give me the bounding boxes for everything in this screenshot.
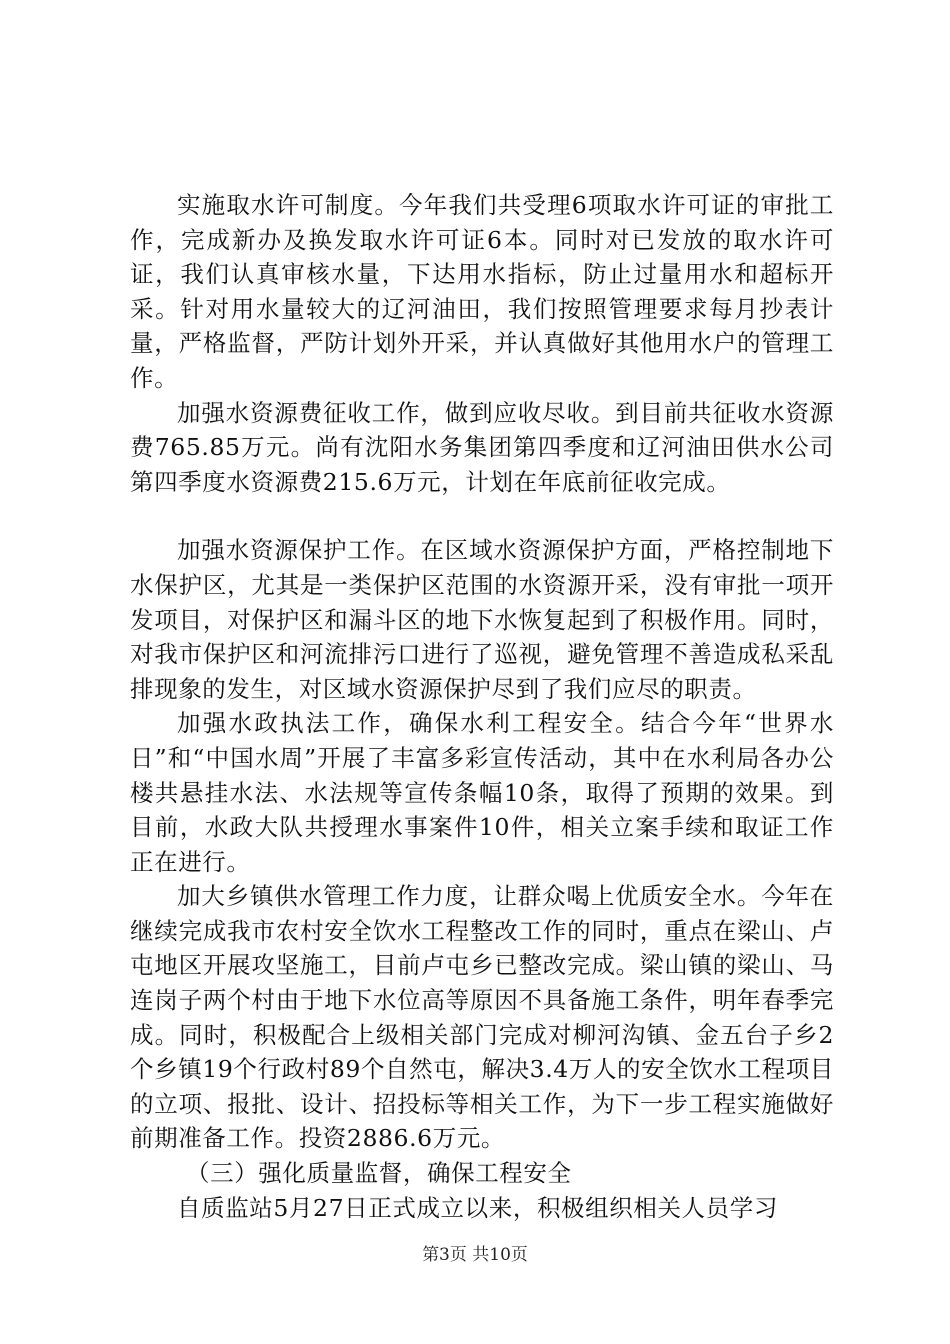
document-body xyxy=(130,188,834,1225)
paragraph-water-permit: 实施取水许可制度。今年我们共受理6项取水许可证的审批工作，完成新办及换发取水许可证6本。同时对已发放的取水许可证，我们认真审核水量，下达用水指标，防止过量用水和超标开采。针对用水量较大的辽河油田，我们按照管理要求每月抄表计量，严格监督，严防计划外开采，并认真做好其他用水户的管理工作。 xyxy=(130,191,834,392)
paragraph-water-fee: 加强水资源费征收工作，做到应收尽收。到目前共征收水资源费765.85万元。尚有沈阳水务集团第四季度和辽河油田供水公司第四季度水资源费215.6万元，计划在年底前征收完成。 xyxy=(130,398,834,496)
paragraph-rural-water-supply: 加大乡镇供水管理工作力度，让群众喝上优质安全水。今年在继续完成我市农村安全饮水工程整改工作的同时，重点在梁山、卢屯地区开展攻坚施工，目前卢屯乡已整改完成。梁山镇的梁山、马连岗子两个村由于地下水位高等原因不具备施工条件，明年春季完成。同时，积极配合上级相关部门完成对柳河沟镇、金五台子乡2个乡镇19个行政村89个自然屯，解决3.4万人的安全饮水工程项目的立项、报批、设计、招投标等相关工作，为下一步工程实施做好前期准备工作。投资2886.6万元。 xyxy=(130,882,834,1153)
paragraph-water-protection: 加强水资源保护工作。在区域水资源保护方面，严格控制地下水保护区，尤其是一类保护区范围的水资源开采，没有审批一项开发项目，对保护区和漏斗区的地下水恢复起到了积极作用。同时，对我市保护区和河流排污口进行了巡视，避免管理不善造成私采乱排现象的发生，对区域水资源保护尽到了我们应尽的职责。 xyxy=(130,536,834,703)
paragraph-quality-supervision: 自质监站5月27日正式成立以来，积极组织相关人员学习 xyxy=(177,1193,778,1222)
paragraph-gap xyxy=(130,499,834,533)
page-footer: 第3页 共10页 xyxy=(422,1245,528,1265)
paragraph-law-enforcement: 加强水政执法工作，确保水利工程安全。结合今年“世界水日”和“中国水周”开展了丰富多彩宣传活动，其中在水利局各办公楼共悬挂水法、水法规等宣传条幅10条，取得了预期的效果。到目前，水政大队共授理水事案件10件，相关立案手续和取证工作正在进行。 xyxy=(130,709,834,876)
section-heading: （三）强化质量监督，确保工程安全 xyxy=(186,1159,572,1188)
